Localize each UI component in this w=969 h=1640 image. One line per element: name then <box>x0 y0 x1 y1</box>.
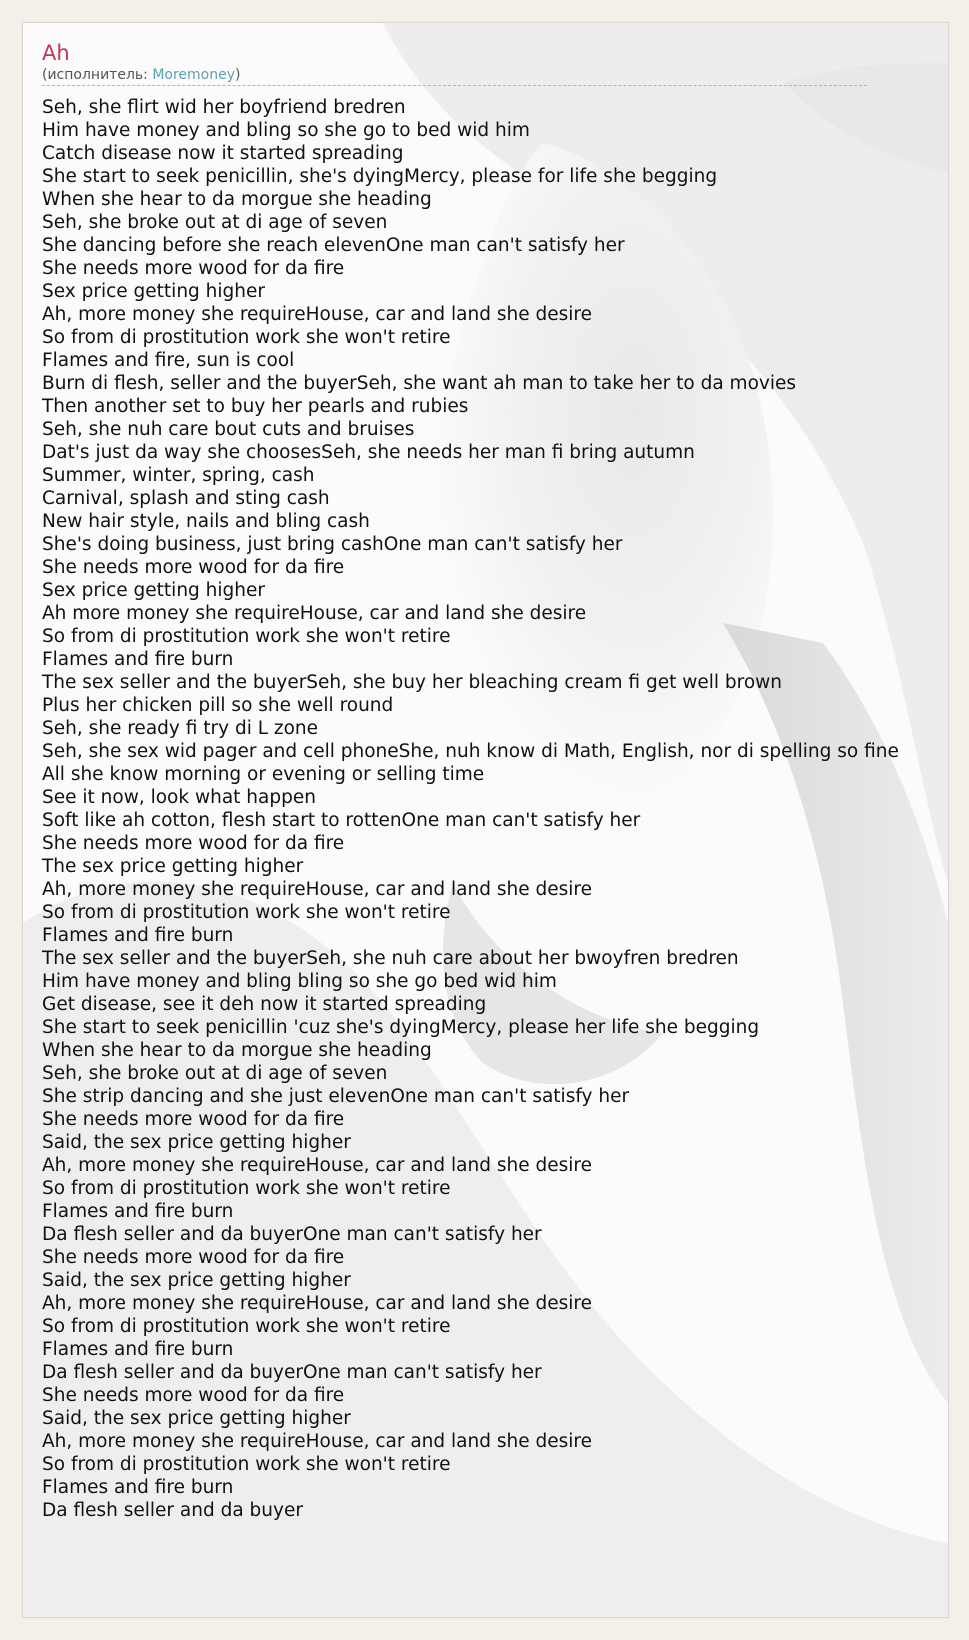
artist-link[interactable]: Moremoney <box>152 67 235 83</box>
lyric-line: She needs more wood for da fire <box>42 1385 345 1406</box>
lyric-line: New hair style, nails and bling cash <box>42 511 370 532</box>
lyric-line: Seh, she flirt wid her boyfriend bredren <box>42 97 406 118</box>
lyric-line: When she hear to da morgue she heading <box>42 189 432 210</box>
lyric-line: When she hear to da morgue she heading <box>42 1040 432 1061</box>
lyric-line: See it now, look what happen <box>42 787 316 808</box>
lyric-line: Seh, she sex wid pager and cell phoneShe, nuh know di Math, English, nor di spelling so fine <box>42 741 899 762</box>
lyric-line: Sex price getting higher <box>42 281 265 302</box>
lyric-line: Burn di flesh, seller and the buyerSeh, she want ah man to take her to da movies <box>42 373 797 394</box>
song-title: Ah <box>42 41 70 65</box>
artist-suffix: ) <box>235 67 241 83</box>
lyric-line: Dat's just da way she choosesSeh, she needs her man fi bring autumn <box>42 442 695 463</box>
lyrics-content <box>42 40 948 1522</box>
lyric-line: Da flesh seller and da buyerOne man can't satisfy her <box>42 1224 542 1245</box>
lyric-line: Ah, more money she requireHouse, car and land she desire <box>42 304 592 325</box>
lyric-line: Ah, more money she requireHouse, car and land she desire <box>42 1155 592 1176</box>
lyric-line: Said, the sex price getting higher <box>42 1270 351 1291</box>
lyrics-card <box>22 22 949 1618</box>
lyric-line: So from di prostitution work she won't retire <box>42 626 451 647</box>
lyric-line: She needs more wood for da fire <box>42 833 345 854</box>
artist-prefix: (исполнитель: <box>42 67 153 83</box>
lyric-line: Flames and fire burn <box>42 1201 234 1222</box>
lyric-line: She needs more wood for da fire <box>42 258 345 279</box>
artist-credit <box>42 66 867 86</box>
lyric-line: She's doing business, just bring cashOne man can't satisfy her <box>42 534 623 555</box>
lyric-line: Flames and fire burn <box>42 1339 234 1360</box>
lyric-line: So from di prostitution work she won't retire <box>42 327 451 348</box>
lyric-line: Flames and fire, sun is cool <box>42 350 295 371</box>
lyric-line: Get disease, see it deh now it started spreading <box>42 994 487 1015</box>
lyric-line: So from di prostitution work she won't retire <box>42 1454 451 1475</box>
lyric-line: Ah, more money she requireHouse, car and land she desire <box>42 879 592 900</box>
lyric-line: She start to seek penicillin, she's dyingMercy, please for life she begging <box>42 166 718 187</box>
lyric-line: Seh, she ready fi try di L zone <box>42 718 319 739</box>
lyric-line: Plus her chicken pill so she well round <box>42 695 394 716</box>
lyric-line: Soft like ah cotton, flesh start to rottenOne man can't satisfy her <box>42 810 641 831</box>
lyric-line: Da flesh seller and da buyerOne man can't satisfy her <box>42 1362 542 1383</box>
lyric-line: Flames and fire burn <box>42 1477 234 1498</box>
lyric-line: She start to seek penicillin 'cuz she's dyingMercy, please her life she begging <box>42 1017 760 1038</box>
lyric-line: The sex seller and the buyerSeh, she buy her bleaching cream fi get well brown <box>42 672 782 693</box>
lyric-line: So from di prostitution work she won't retire <box>42 1178 451 1199</box>
lyric-line: Flames and fire burn <box>42 925 234 946</box>
lyric-line: So from di prostitution work she won't retire <box>42 1316 451 1337</box>
lyric-line: She needs more wood for da fire <box>42 557 345 578</box>
lyric-line: Catch disease now it started spreading <box>42 143 404 164</box>
lyric-line: Said, the sex price getting higher <box>42 1132 351 1153</box>
lyric-line: Him have money and bling so she go to bed wid him <box>42 120 530 141</box>
lyric-line: Carnival, splash and sting cash <box>42 488 330 509</box>
lyric-line: Said, the sex price getting higher <box>42 1408 351 1429</box>
lyric-line: Da flesh seller and da buyer <box>42 1500 303 1521</box>
lyric-line: Ah, more money she requireHouse, car and land she desire <box>42 1431 592 1452</box>
lyric-line: Him have money and bling bling so she go bed wid him <box>42 971 557 992</box>
lyric-line: Ah more money she requireHouse, car and land she desire <box>42 603 587 624</box>
lyric-line: All she know morning or evening or selling time <box>42 764 485 785</box>
lyric-line: She dancing before she reach elevenOne man can't satisfy her <box>42 235 625 256</box>
lyric-line: Seh, she broke out at di age of seven <box>42 212 388 233</box>
lyric-line: The sex seller and the buyerSeh, she nuh care about her bwoyfren bredren <box>42 948 739 969</box>
lyric-line: Flames and fire burn <box>42 649 234 670</box>
lyric-line: Sex price getting higher <box>42 580 265 601</box>
lyric-line: The sex price getting higher <box>42 856 304 877</box>
lyric-line: She strip dancing and she just elevenOne man can't satisfy her <box>42 1086 630 1107</box>
lyric-line: Then another set to buy her pearls and rubies <box>42 396 469 417</box>
lyric-line: Seh, she broke out at di age of seven <box>42 1063 388 1084</box>
lyric-line: She needs more wood for da fire <box>42 1247 345 1268</box>
lyric-line: Ah, more money she requireHouse, car and land she desire <box>42 1293 592 1314</box>
lyric-line: So from di prostitution work she won't retire <box>42 902 451 923</box>
lyric-line: Seh, she nuh care bout cuts and bruises <box>42 419 415 440</box>
lyric-line: She needs more wood for da fire <box>42 1109 345 1130</box>
lyric-line: Summer, winter, spring, cash <box>42 465 315 486</box>
lyrics-body <box>42 96 948 1522</box>
